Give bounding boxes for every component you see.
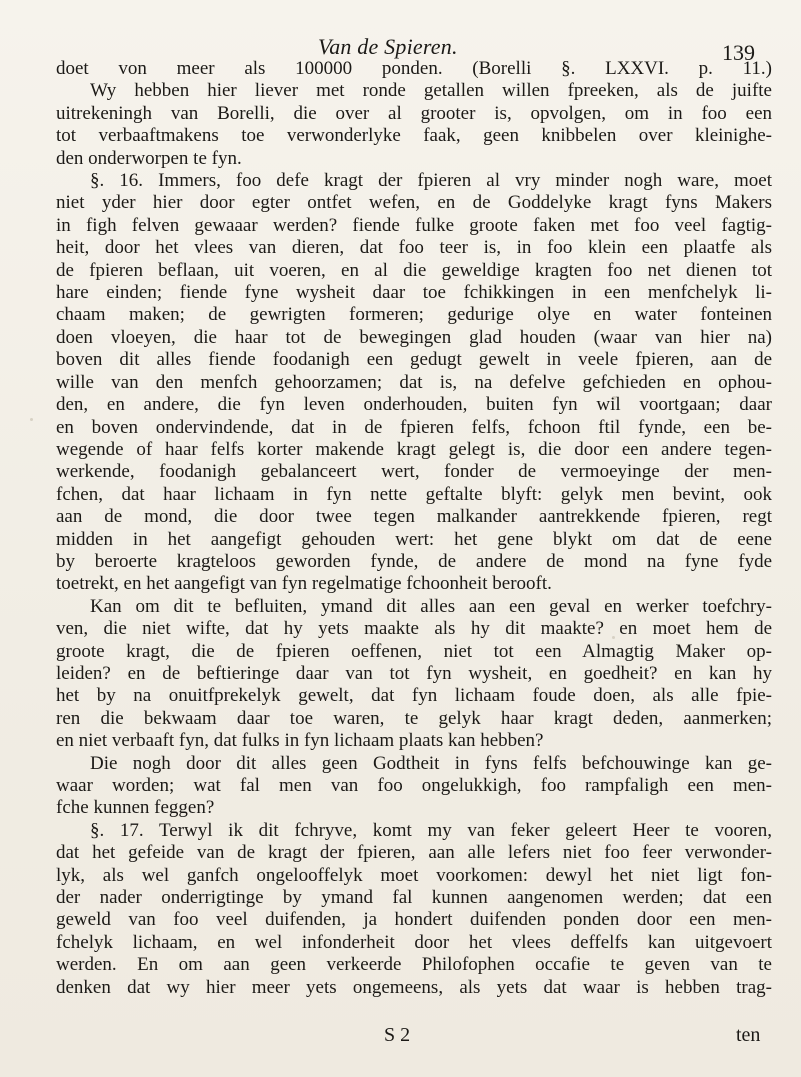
- text-line: lyk, als wel ganfch ongelooffelyk moet voorkomen: dewyl het niet ligt fon-: [56, 864, 772, 886]
- text-line: Die nogh door dit alles geen Godtheit in fyns felfs befchouwinge kan ge-: [90, 752, 772, 774]
- text-line: denken dat wy hier meer yets ongemeens, als yets dat waar is hebben trag-: [56, 976, 772, 998]
- text-line: toetrekt, en het aangefigt van fyn regelmatige fchoonheit berooft.: [56, 573, 552, 595]
- text-line: de fpieren beflaan, uit voeren, en al die geweldige kragten foo net dienen tot: [56, 259, 772, 281]
- text-line: ren die bekwaam daar toe waren, te gelyk haar kragt deden, aanmerken;: [56, 707, 772, 729]
- page-number: 139: [722, 40, 755, 65]
- text-line: chaam maken; de gewrigten formeren; gedurige olye en water fonteinen: [56, 304, 772, 326]
- text-line: dat het gefeide van de kragt der fpieren, aan alle lefers niet foo feer verwonder-: [56, 842, 772, 864]
- text-line: waar worden; wat fal men van foo ongelukkigh, foo rampfaligh een men-: [56, 775, 772, 796]
- text-line: fche kunnen feggen?: [56, 797, 215, 819]
- text-line: midden in het aangefigt gehouden wert: het gene blykt om dat de eene: [56, 528, 772, 550]
- text-line: leiden? en de beftieringe daar van tot fyn wysheit, en goedheit? en kan hy: [56, 662, 772, 684]
- text-line: der nader onderrigtinge by ymand fal kunnen aangenomen werden; dat een: [56, 887, 772, 909]
- text-line: den, en andere, die fyn leven onderhouden, buiten fyn wil voortgaan; daar: [56, 394, 772, 416]
- text-line: doen vloeyen, die haar tot de bewegingen glad houden (waar van hier na): [56, 326, 772, 348]
- text-line: by beroerte kragteloos geworden fynde, de andere de mond na fyne fyde: [56, 550, 772, 572]
- catchword: ten: [736, 1024, 761, 1046]
- text-line: in figh felven gewaaar werden? fiende fulke groote faken met foo veel fagtig-: [56, 214, 772, 236]
- text-line: niet yder hier door egter ontfet wefen, en de Goddelyke kragt fyns Makers: [56, 192, 772, 214]
- text-line: Kan om dit te befluiten, ymand dit alles aan een geval en werker toefchry-: [90, 595, 772, 617]
- body-text: [56, 58, 772, 999]
- text-line: §. 17. Terwyl ik dit fchryve, komt my van feker geleert Heer te vooren,: [90, 819, 772, 841]
- paper-speck: [30, 418, 33, 421]
- running-title: Van de Spieren.: [318, 34, 458, 59]
- text-line: en niet verbaaft fyn, dat fulks in fyn lichaam plaats kan hebben?: [56, 730, 544, 752]
- text-line: den onderworpen te fyn.: [56, 147, 242, 169]
- text-line: fchelyk lichaam, en wel infonderheit door het vlees deffelfs kan uitgevoert: [56, 931, 772, 953]
- text-line: het by na onuitfprekelyk gewelt, dat fyn lichaam foude doen, als alle fpie-: [56, 685, 772, 707]
- text-line: heit, door het vlees van dieren, dat foo teer is, in foo klein een plaatfe als: [56, 237, 772, 259]
- text-line: aan de mond, die door twee tegen malkander aantrekkende fpieren, regt: [56, 506, 772, 528]
- text-line: wegende of haar felfs korter makende kragt gelegt is, die door een andere tegen-: [56, 438, 772, 460]
- text-line: werden. En om aan geen verkeerde Philofophen occafie te geven van te: [56, 954, 772, 976]
- text-line: fchen, dat haar lichaam in fyn nette geftalte blyft: gelyk men bevint, ook: [56, 483, 772, 505]
- text-line: en boven ondervindende, dat in de fpieren felfs, fchoon ftil fynde, een be-: [56, 416, 772, 438]
- text-line: uitrekeningh van Borelli, die over al grooter is, opvolgen, om in foo een: [56, 102, 772, 124]
- text-line: tot verbaaftmakens toe verwonderlyke faak, geen knibbelen over kleinighe-: [56, 125, 772, 147]
- page-footer: [0, 1024, 801, 1050]
- text-line: hare einden; fiende fyne wysheit daar toe fchikkingen in een menfchelyk li-: [56, 282, 772, 304]
- text-line: groote kragt, die de fpieren oeffenen, niet tot een Almagtig Maker op-: [56, 640, 772, 662]
- text-line: wille van den menfch gehoorzamen; dat is, na defelve gefchieden en ophou-: [56, 371, 772, 393]
- text-line: geweld van foo veel duifenden, ja hondert duifenden ponden door een men-: [56, 909, 772, 931]
- text-line: werkende, foodanigh gebalanceert wert, fonder de vermoeyinge der men-: [56, 461, 772, 483]
- text-line: §. 16. Immers, foo defe kragt der fpieren al vry minder nogh ware, moet: [90, 170, 772, 192]
- text-line: Wy hebben hier liever met ronde getallen willen fpreeken, als de juifte: [90, 80, 772, 102]
- text-line: boven dit alles fiende foodanigh een gedugt gewelt in veele fpieren, aan de: [56, 349, 772, 371]
- text-line: doet von meer als 100000 ponden. (Borelli §. LXXVI. p. 11.): [56, 58, 772, 79]
- text-line: ven, die niet wifte, dat hy yets maakte als hy dit maakte? en moet hem de: [56, 618, 772, 640]
- signature-mark: S 2: [384, 1024, 411, 1046]
